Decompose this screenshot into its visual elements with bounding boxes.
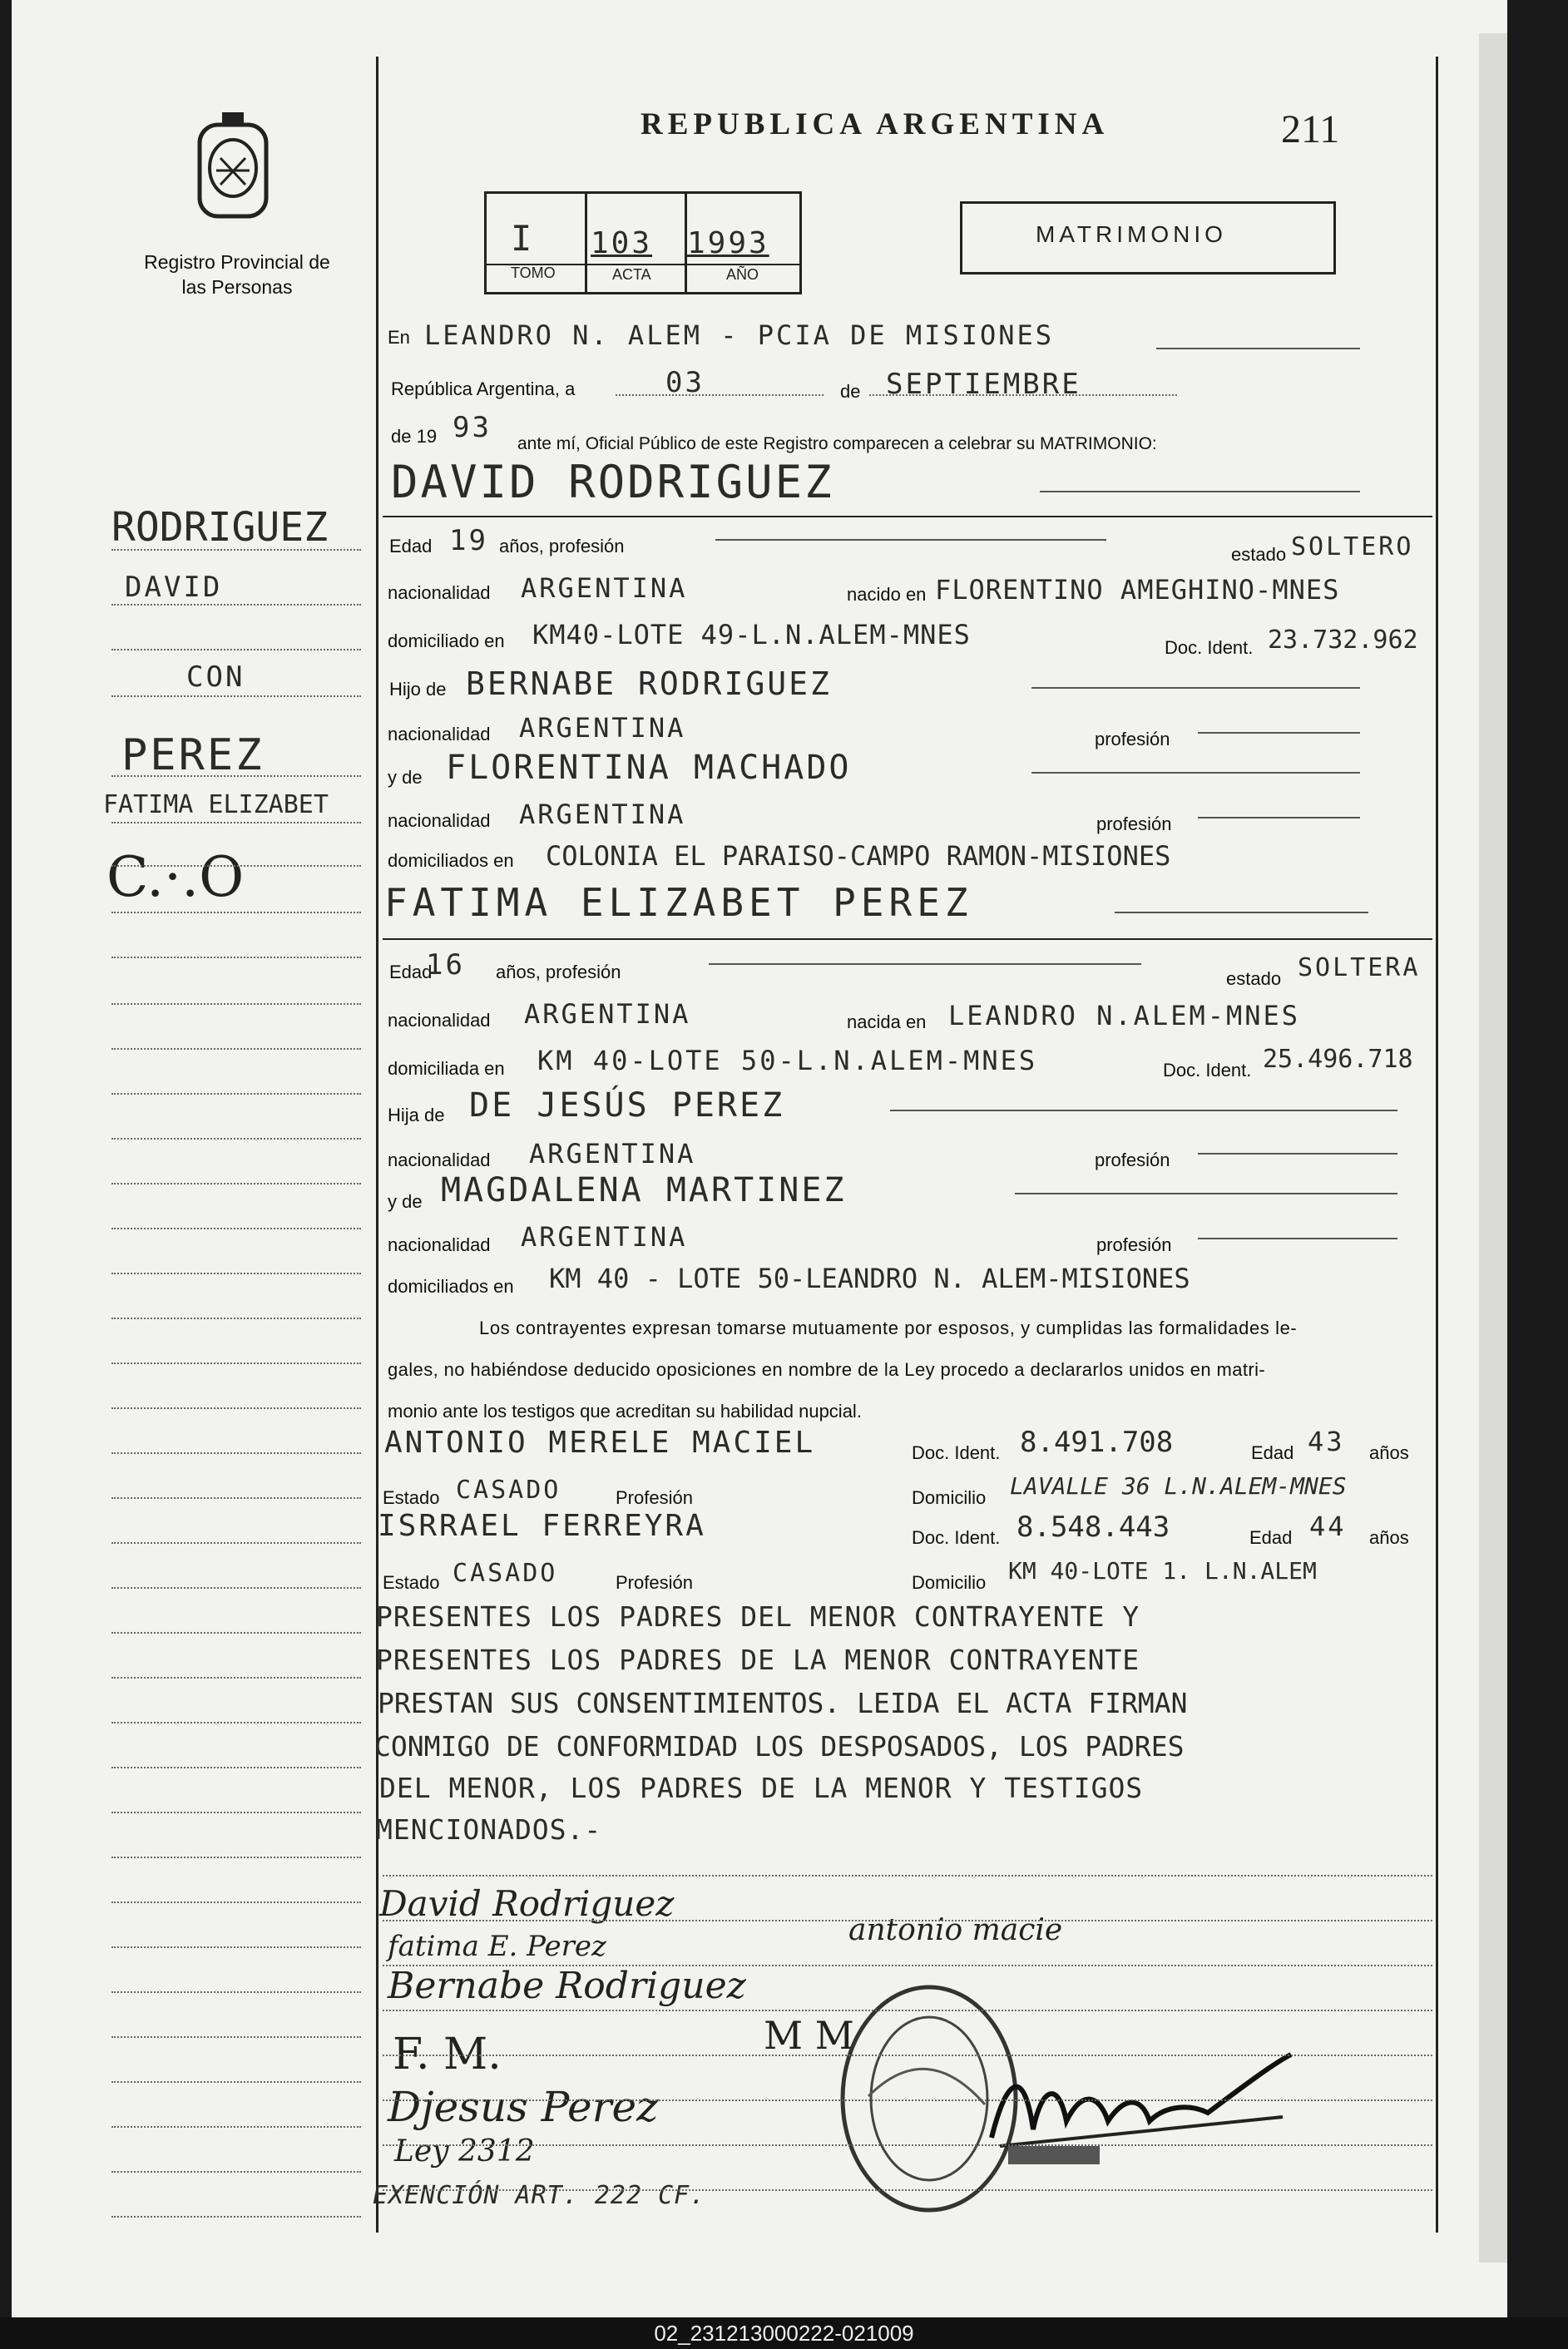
note-line-6: MENCIONADOS.- [376,1813,602,1846]
groom-padres-domicilio: COLONIA EL PARAISO-CAMPO RAMON-MISIONES [546,840,1171,872]
registry-name: Registro Provincial de las Personas [144,251,330,298]
registry-emblem [187,108,279,233]
acta-label: ACTA [612,266,651,283]
republica-label: República Argentina, a [391,378,576,399]
margin-rule [376,57,378,2233]
groom-nacionalidad-label: nacionalidad [388,582,491,603]
anio-label: AÑO [726,266,759,283]
signature-groom-father: Bernabe Rodriguez [388,1965,746,2007]
groom-estado-label: estado [1231,544,1287,565]
groom-padre-nac: ARGENTINA [519,712,686,744]
bride-edad-label: Edad [389,962,433,982]
margin-flourish: C.·.O [106,845,245,909]
groom-doc: 23.732.962 [1268,626,1418,655]
witness-2-anios: años [1369,1527,1409,1548]
witness-1-doc-label: Doc. Ident. [912,1442,1001,1463]
witness-1-doc: 8.491.708 [1020,1426,1174,1459]
groom-nacionalidad: ARGENTINA [521,572,688,604]
groom-doc-label: Doc. Ident. [1165,637,1254,658]
margin-name-2: FATIMA ELIZABET [103,790,329,819]
bride-nacida-label: nacida en [847,1011,927,1032]
month: SEPTIEMBRE [886,368,1081,401]
bride-padres-domicilio: KM 40 - LOTE 50-LEANDRO N. ALEM-MISIONES [549,1263,1190,1294]
official-signature [975,2038,1308,2179]
witness-1-edad: 43 [1308,1426,1345,1457]
witness-2-doc: 8.548.443 [1016,1511,1170,1544]
bride-anios-profesion: años, profesión [496,962,621,982]
margin-name-1: DAVID [125,571,223,604]
document-type: MATRIMONIO [1036,221,1227,247]
groom-padre-nac-label: nacionalidad [388,724,491,744]
witness-2-name: ISRRAEL FERREYRA [378,1509,706,1543]
bride-padre-nac: ARGENTINA [529,1138,696,1170]
official-signature-icon [975,2038,1308,2179]
signature-law-note: Ley 2312 [394,2134,535,2168]
note-line-2: PRESENTES LOS PADRES DE LA MENOR CONTRAYENTE [376,1644,1140,1676]
witness-2-edad: 44 [1309,1511,1347,1542]
bride-madre-nac-label: nacionalidad [388,1234,491,1255]
country-title: REPUBLICA ARGENTINA [641,107,1110,141]
witness-1-profesion-label: Profesión [616,1487,693,1508]
witness-1-domicilio: LAVALLE 36 L.N.ALEM-MNES [1010,1472,1347,1500]
anio-value: 1993 [687,226,769,260]
groom-edad-label: Edad [389,536,433,556]
bride-padre-nac-label: nacionalidad [388,1150,491,1170]
page-number: 211 [1281,107,1340,151]
witness-1-name: ANTONIO MERELE MACIEL [384,1426,816,1460]
witness-1-domicilio-label: Domicilio [912,1487,987,1508]
witness-2-profesion-label: Profesión [616,1572,693,1593]
witness-1-edad-label: Edad [1251,1442,1294,1463]
bride-madre: MAGDALENA MARTINEZ [441,1171,847,1209]
groom-domiciliado-label: domiciliado en [388,631,505,651]
witness-2-estado-label: Estado [383,1572,440,1593]
bride-nacionalidad: ARGENTINA [524,998,691,1030]
groom-yde-label: y de [388,767,423,788]
note-line-5: DEL MENOR, LOS PADRES DE LA MENOR Y TESTIGOS [379,1772,1144,1804]
declaration-line-1: Los contrayentes expresan tomarse mutuamente por esposos, y cumplidas las formalidades le- [479,1318,1298,1338]
bride-padre-profesion-label: profesión [1095,1150,1170,1170]
declaration-line-3: monio ante los testigos que acreditan su habilidad nupcial. [388,1401,862,1422]
groom-name-line: DAVID RODRIGUEZ [391,456,834,508]
bride-name-line: FATIMA ELIZABET PEREZ [384,880,973,925]
note-line-3: PRESTAN SUS CONSENTIMIENTOS. LEIDA EL ACTA FIRMAN [378,1687,1188,1719]
groom-domicilio: KM40-LOTE 49-L.N.ALEM-MNES [532,619,971,650]
exemption-note: EXENCIÓN ART. 222 CF. [373,2181,706,2210]
bride-madre-profesion-label: profesión [1096,1234,1172,1255]
groom-hijo-label: Hijo de [389,679,447,700]
bride-hija-label: Hija de [388,1105,445,1125]
signature-groom: David Rodriguez [379,1883,675,1924]
coat-of-arms-icon [187,108,279,233]
note-line-4: CONMIGO DE CONFORMIDAD LOS DESPOSADOS, LOS PADRES [374,1730,1185,1763]
bride-doc-label: Doc. Ident. [1163,1060,1252,1081]
bride-nacida: LEANDRO N.ALEM-MNES [948,1000,1301,1031]
groom-padre: BERNABE RODRIGUEZ [466,665,832,702]
statement: ante mí, Oficial Público de este Registro comparecen a celebrar su MATRIMONIO: [517,434,1157,453]
year-prefix: de 19 [391,426,438,447]
margin-surname-2: PEREZ [121,730,265,780]
signature-bride: fatima E. Perez [388,1930,606,1963]
bride-padre: DE JESÚS PEREZ [469,1086,785,1125]
witness-2-domicilio: KM 40-LOTE 1. L.N.ALEM [1008,1557,1317,1585]
groom-madre-profesion-label: profesión [1096,813,1172,834]
page-edge [1479,33,1507,2262]
groom-anios-profesion: años, profesión [499,536,625,556]
bride-edad: 16 [426,948,465,982]
bride-estado: SOLTERA [1298,953,1421,982]
year-suffix: 93 [453,411,492,444]
witness-2-domicilio-label: Domicilio [912,1572,987,1593]
groom-nacido: FLORENTINO AMEGHINO-MNES [935,574,1340,606]
margin-surname-1: RODRIGUEZ [111,504,329,551]
groom-madre-nac: ARGENTINA [519,799,686,830]
groom-edad: 19 [449,524,488,557]
bride-domiciliados-label: domiciliados en [388,1276,514,1297]
groom-nacido-label: nacido en [847,584,927,605]
tomo-label: TOMO [511,265,556,281]
witness-2-edad-label: Edad [1249,1527,1293,1548]
witness-1-anios: años [1369,1442,1409,1463]
signature-bride-mother: M M [764,2013,854,2058]
witness-1-estado: CASADO [456,1476,561,1505]
bride-domicilio: KM 40-LOTE 50-L.N.ALEM-MNES [537,1045,1038,1076]
note-line-1: PRESENTES LOS PADRES DEL MENOR CONTRAYENTE Y [376,1600,1140,1633]
bride-nacionalidad-label: nacionalidad [388,1010,491,1031]
witness-1-estado-label: Estado [383,1487,440,1508]
en-label: En [388,327,410,348]
signature-groom-mother: F. M. [393,2030,502,2079]
groom-padre-profesion-label: profesión [1095,729,1170,749]
file-id-footer: 02_231213000222-021009 [0,2317,1568,2349]
right-rule [1436,57,1438,2233]
groom-estado: SOLTERO [1291,532,1414,561]
bride-yde-label: y de [388,1191,423,1212]
signature-bride-father: Djesus Perez [388,2083,659,2131]
bride-estado-label: estado [1226,968,1282,989]
bride-doc: 25.496.718 [1263,1045,1413,1074]
signature-witness-1: antonio macie [848,1913,1063,1947]
witness-2-estado: CASADO [453,1559,558,1588]
groom-madre-nac-label: nacionalidad [388,810,491,831]
bride-domiciliada-label: domiciliada en [388,1058,505,1079]
witness-2-doc-label: Doc. Ident. [912,1527,1001,1548]
groom-domiciliados-label: domiciliados en [388,850,514,871]
de-label: de [840,381,861,402]
declaration-line-2: gales, no habiéndose deducido oposiciones en nombre de la Ley procedo a declararlos unidos en matri- [388,1359,1266,1380]
place: LEANDRO N. ALEM - PCIA DE MISIONES [424,319,1055,351]
groom-madre: FLORENTINA MACHADO [446,749,852,787]
day: 03 [665,366,705,399]
bride-madre-nac: ARGENTINA [521,1221,688,1253]
tomo-value: I [511,218,535,259]
acta-value: 103 [591,226,653,260]
margin-con: CON [186,660,245,694]
